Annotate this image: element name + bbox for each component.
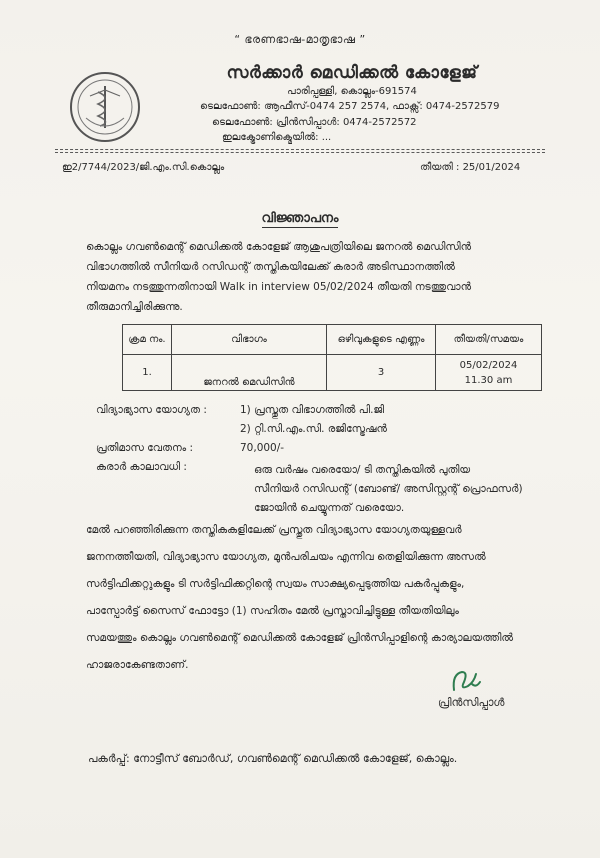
cell-date: 05/02/2024 bbox=[459, 359, 518, 371]
cell-serial: 1. bbox=[123, 355, 172, 391]
period-line: സീനിയർ റസിഡന്റ് (ബോണ്ട്/ അസിസ്റ്റന്റ് പ്രൊഫസർ) bbox=[254, 483, 523, 495]
intro-line: കൊല്ലം ഗവൺമെന്റ് മെഡിക്കൽ കോളേജ് ആശുപത്രിയിലെ ജനറൽ മെഡിസിൻ bbox=[86, 241, 472, 253]
qualification-label: വിദ്യാഭ്യാസ യോഗ്യത : bbox=[96, 404, 207, 416]
college-address: പാരിപ്പള്ളി, കൊല്ലം-691574 bbox=[287, 86, 417, 97]
period-line: ഒരു വർഷം വരെയോ/ ടി തസ്തികയിൽ പുതിയ bbox=[254, 464, 471, 476]
salary-value: 70,000/- bbox=[240, 442, 285, 454]
copy-to: പകർപ്പ്: നോട്ടീസ് ബോർഡ്, ഗവൺമെന്റ് മെഡിക്കൽ കോളേജ്, കൊല്ലം. bbox=[88, 752, 458, 765]
qualification-1: 1) പ്രസ്തുത വിഭാഗത്തിൽ പി.ജി bbox=[240, 404, 385, 416]
email-line: ഇലക്ട്രോണിക്മെയിൽ: ... bbox=[222, 132, 332, 143]
principal-signature bbox=[446, 660, 486, 700]
header-divider-2 bbox=[55, 152, 545, 153]
principal-phone-line: ടെലഫോൺ: പ്രിൻസിപ്പാൾ: 0474-2572572 bbox=[212, 117, 417, 128]
body-line: സർട്ടിഫിക്കറ്റുകളും ടി സർട്ടിഫിക്കറ്റിന്റെ സ്വയം സാക്ഷ്യപ്പെടുത്തിയ പകർപ്പുകളും, bbox=[86, 578, 465, 590]
notice-title bbox=[0, 211, 600, 226]
cell-vacancies: 3 bbox=[327, 355, 436, 391]
body-line: ഹാജരാകേണ്ടതാണ്. bbox=[86, 659, 189, 671]
body-line: ജനനത്തീയതി, വിദ്യാഭ്യാസ യോഗ്യത, മുൻപരിചയം എന്നിവ തെളിയിക്കുന്ന അസൽ bbox=[86, 551, 486, 563]
table-row bbox=[123, 355, 542, 391]
reference-number: ഇ2/7744/2023/ജി.എം.സി.കൊല്ലം bbox=[62, 162, 225, 173]
header-date-time: തീയതി/സമയം bbox=[436, 325, 542, 355]
intro-line: നിയമനം നടത്തുന്നതിനായി Walk in interview 05/02/2024 തീയതി നടത്തുവാൻ bbox=[86, 281, 472, 293]
notice-date: തീയതി : 25/01/2024 bbox=[420, 162, 521, 173]
period-text bbox=[254, 461, 523, 518]
phone-line: ടെലഫോൺ: ആഫീസ്-0474 257 2574, ഫാക്സ്: 0474-2572579 bbox=[200, 101, 500, 112]
header-vacancies: ഒഴിവുകളുടെ എണ്ണം bbox=[327, 325, 436, 355]
notice-title-text: വിജ്ഞാപനം bbox=[261, 211, 339, 226]
intro-line: തീരുമാനിച്ചിരിക്കുന്നു. bbox=[86, 301, 183, 313]
instructions-paragraph bbox=[86, 517, 536, 679]
signature-label: പ്രിൻസിപ്പാൾ bbox=[438, 696, 505, 709]
header-serial: ക്രമ നം. bbox=[123, 325, 172, 355]
cell-time: 11.30 am bbox=[464, 374, 513, 386]
body-line: സമയത്തും കൊല്ലം ഗവൺമെന്റ് മെഡിക്കൽ കോളേജ് പ്രിൻസിപ്പാളിന്റെ കാര്യാലയത്തിൽ bbox=[86, 632, 514, 644]
period-line: ജോയിൻ ചെയ്യുന്നത് വരെയോ. bbox=[254, 502, 405, 514]
intro-line: വിഭാഗത്തിൽ സീനിയർ റസിഡന്റ് തസ്തികയിലേക്ക് കരാർ അടിസ്ഥാനത്തിൽ bbox=[86, 261, 455, 273]
intro-paragraph bbox=[86, 237, 536, 317]
body-line: പാസ്പോർട്ട് സൈസ് ഫോട്ടോ (1) സഹിതം മേൽ പ്രസ്താവിച്ചിട്ടുള്ള തീയതിയിലും bbox=[86, 605, 459, 617]
vacancy-table bbox=[122, 324, 542, 391]
header-divider bbox=[55, 149, 545, 150]
body-line: മേൽ പറഞ്ഞിരിക്കുന്ന തസ്തികകളിലേക്ക് പ്രസ്തുത വിദ്യാഭ്യാസ യോഗ്യതയുള്ളവർ bbox=[86, 524, 462, 536]
table-header-row bbox=[123, 325, 542, 355]
qualification-2: 2) റ്റി.സി.എം.സി. രജിസ്ട്രേഷൻ bbox=[240, 423, 387, 435]
college-name: സർക്കാർ മെഡിക്കൽ കോളേജ് bbox=[226, 63, 478, 83]
cell-department: ജനറൽ മെഡിസിൻ bbox=[172, 355, 327, 391]
motto: “ ഭരണഭാഷ-മാതൃഭാഷ ” bbox=[234, 33, 366, 46]
period-label: കരാർ കാലാവധി : bbox=[96, 461, 187, 473]
header-department: വിഭാഗം bbox=[172, 325, 327, 355]
cell-date-time bbox=[436, 355, 542, 391]
salary-label: പ്രതിമാസ വേതനം : bbox=[96, 442, 194, 454]
college-emblem-icon bbox=[68, 70, 142, 144]
